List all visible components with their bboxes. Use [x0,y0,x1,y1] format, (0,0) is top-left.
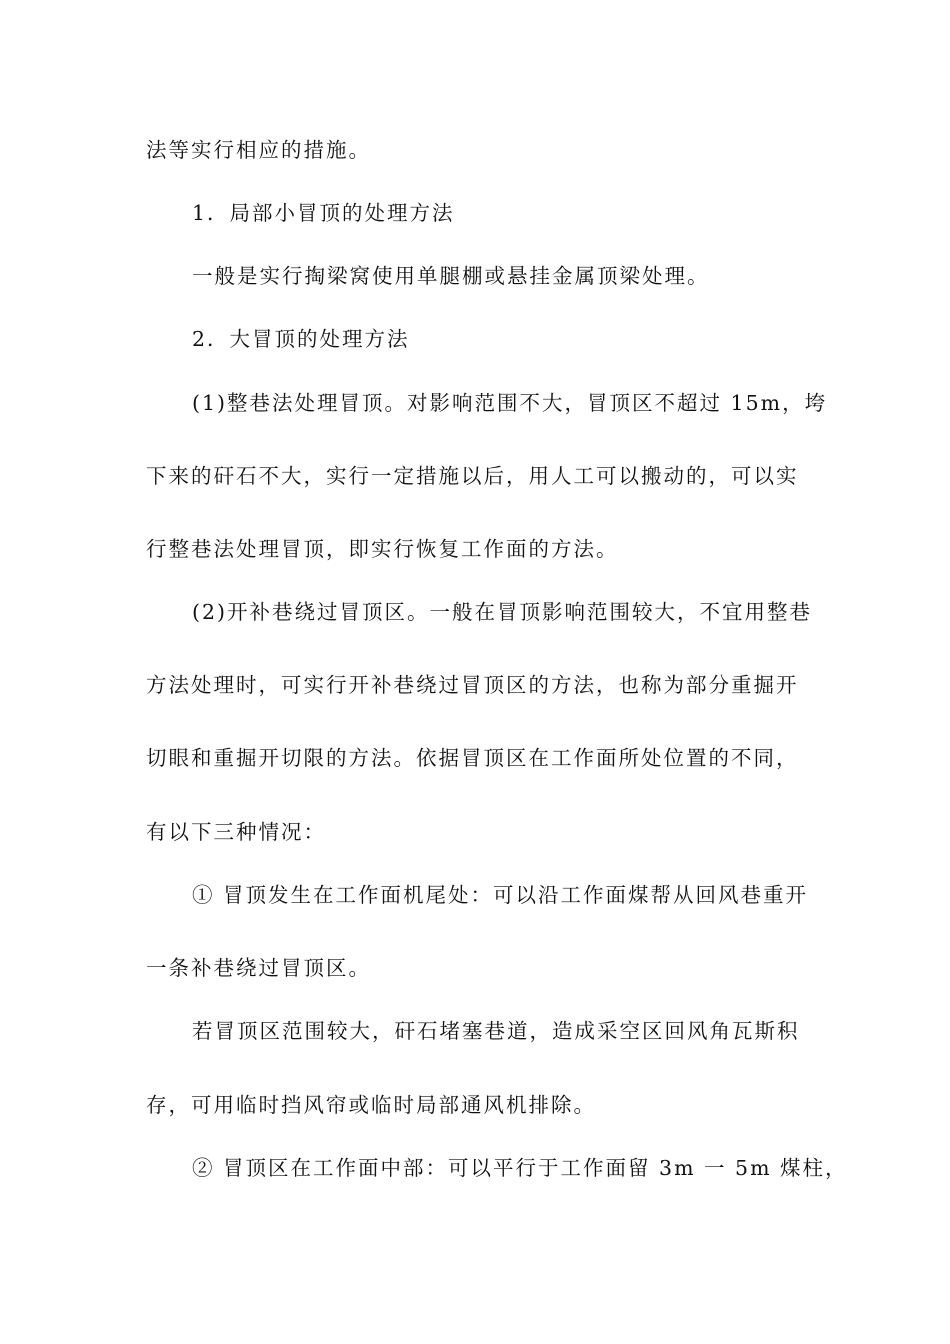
text-line: 法等实行相应的措施。 [146,138,371,162]
text-line: ② 冒顶区在工作面中部：可以平行于工作面留 3m 一 5m 煤柱， [192,1156,848,1180]
text-line: 方法处理时，可实行开补巷绕过冒顶区的方法，也称为部分重掘开 [146,673,799,697]
text-line: 有以下三种情况： [146,820,326,844]
section-heading: 2．大冒顶的处理方法 [192,327,410,351]
text-line: (2)开补巷绕过冒顶区。一般在冒顶影响范围较大，不宜用整巷 [192,600,813,624]
text-line: 切眼和重掘开切限的方法。依据冒顶区在工作面所处位置的不同， [146,746,799,770]
text-line: 行整巷法处理冒顶，即实行恢复工作面的方法。 [146,537,619,561]
text-line: ① 冒顶发生在工作面机尾处：可以沿工作面煤帮从回风巷重开 [192,883,809,907]
text-line: 一条补巷绕过冒顶区。 [146,956,371,980]
text-line: 一般是实行掏梁窝使用单腿棚或悬挂金属顶梁处理。 [192,264,710,288]
text-line: (1)整巷法处理冒顶。对影响范围不大，冒顶区不超过 15m，垮 [192,391,828,415]
text-line: 存，可用临时挡风帘或临时局部通风机排除。 [146,1093,596,1117]
text-line: 若冒顶区范围较大，矸石堵塞巷道，造成采空区回风角瓦斯积 [192,1019,800,1043]
section-heading: 1．局部小冒顶的处理方法 [192,201,455,225]
text-line: 下来的矸石不大，实行一定措施以后，用人工可以搬动的，可以实 [146,464,799,488]
